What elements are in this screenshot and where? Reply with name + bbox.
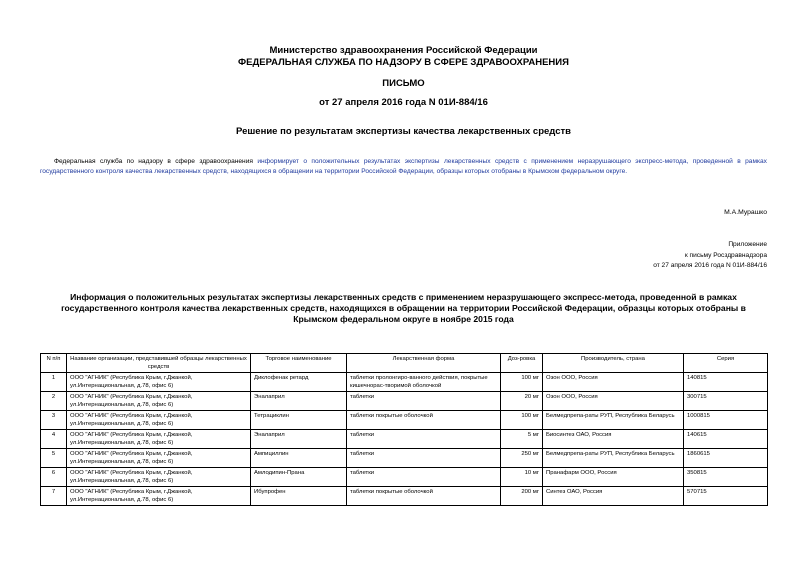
header-number: N п/п: [41, 354, 67, 373]
cell-dose: 100 мг: [501, 411, 543, 430]
cell-trade-name: Эналаприл: [251, 392, 347, 411]
cell-number: 3: [41, 411, 67, 430]
cell-manufacturer: Озон ООО, Россия: [543, 373, 684, 392]
table-row: [41, 487, 768, 506]
cell-dose: 10 мг: [501, 468, 543, 487]
cell-trade-name: Эналаприл: [251, 430, 347, 449]
cell-series: 1860615: [684, 449, 768, 468]
cell-trade-name: Ампициллин: [251, 449, 347, 468]
cell-dosage-form: таблетки покрытые оболочкой: [347, 487, 501, 506]
cell-number: 4: [41, 430, 67, 449]
cell-number: 2: [41, 392, 67, 411]
cell-organization: ООО "АГНИК" (Республика Крым, г.Джанкой, ул.Интернациональная, д.78, офис 6): [67, 411, 251, 430]
appendix-line-1: Приложение: [728, 241, 767, 248]
appendix-note: [653, 240, 767, 272]
header-series: Серия: [684, 354, 768, 373]
cell-manufacturer: Синтез ОАО, Россия: [543, 487, 684, 506]
cell-manufacturer: Белмедпрепа-раты РУП, Республика Беларусь: [543, 449, 684, 468]
table-row: [41, 373, 768, 392]
cell-organization: ООО "АГНИК" (Республика Крым, г.Джанкой, ул.Интернациональная, д.78, офис 6): [67, 487, 251, 506]
ministry-name: Министерство здравоохранения Российской Федерации: [269, 45, 538, 56]
header-trade-name: Торговое наименование: [251, 354, 347, 373]
header-organization: Название организации, представившей образцы лекарственных средств: [67, 354, 251, 373]
results-table: [40, 353, 768, 506]
cell-dosage-form: таблетки: [347, 392, 501, 411]
cell-series: 1000815: [684, 411, 768, 430]
table-row: [41, 449, 768, 468]
header-dose: Доз-ровка: [501, 354, 543, 373]
cell-dose: 200 мг: [501, 487, 543, 506]
appendix-line-2: к письму Росздравнадзора: [684, 251, 767, 259]
doc-date-number: от 27 апреля 2016 года N 01И-884/16: [319, 97, 488, 108]
cell-manufacturer: Озон ООО, Россия: [543, 392, 684, 411]
cell-manufacturer: Пранафарм ООО, Россия: [543, 468, 684, 487]
cell-dosage-form: таблетки: [347, 430, 501, 449]
appendix-line-3: от 27 апреля 2016 года N 01И-884/16: [653, 262, 767, 269]
cell-number: 1: [41, 373, 67, 392]
cell-dosage-form: таблетки: [347, 468, 501, 487]
table-row: [41, 468, 768, 487]
service-name: ФЕДЕРАЛЬНАЯ СЛУЖБА ПО НАДЗОРУ В СФЕРЕ ЗДРАВООХРАНЕНИЯ: [238, 57, 569, 68]
cell-series: 140615: [684, 430, 768, 449]
signature: М.А.Мурашко: [724, 209, 767, 216]
header-dosage-form: Лекарственная форма: [347, 354, 501, 373]
intro-lead: Федеральная служба по надзору в сфере здравоохранения: [54, 158, 253, 165]
cell-dosage-form: таблетки: [347, 449, 501, 468]
cell-number: 7: [41, 487, 67, 506]
table-title: Информация о положительных результатах экспертизы лекарственных средств с применением неразрушающего экспресс-метода, проведенной в рамках государственного контроля качества лекарственных средств, находящихся в обращении на территории Российской Федерации, образцы которых отобраны в Крымском федеральном округе в ноябре 2015 года: [61, 292, 746, 324]
cell-trade-name: Диклофенак ретард: [251, 373, 347, 392]
table-row: [41, 411, 768, 430]
cell-organization: ООО "АГНИК" (Республика Крым, г.Джанкой, ул.Интернациональная, д.78, офис 6): [67, 373, 251, 392]
cell-series: 350815: [684, 468, 768, 487]
table-header-row: [41, 354, 768, 373]
cell-organization: ООО "АГНИК" (Республика Крым, г.Джанкой, ул.Интернациональная, д.78, офис 6): [67, 430, 251, 449]
cell-organization: ООО "АГНИК" (Республика Крым, г.Джанкой, ул.Интернациональная, д.78, офис 6): [67, 392, 251, 411]
cell-number: 5: [41, 449, 67, 468]
intro-link[interactable]: информирует о положительных результатах экспертизы лекарственных средств с применением неразрушающего экспресс-метода, проведенной в рамках государственного контроля качества лекарственных средств, находящихся в обращении на территории Российской Федерации, образцы которых отобраны в Крымском федеральном округе.: [40, 158, 767, 175]
cell-manufacturer: Белмедпрепа-раты РУП, Республика Беларусь: [543, 411, 684, 430]
intro-paragraph: [40, 157, 767, 177]
cell-trade-name: Ибупрофен: [251, 487, 347, 506]
cell-dose: 20 мг: [501, 392, 543, 411]
table-row: [41, 430, 768, 449]
cell-number: 6: [41, 468, 67, 487]
cell-organization: ООО "АГНИК" (Республика Крым, г.Джанкой, ул.Интернациональная, д.78, офис 6): [67, 449, 251, 468]
cell-organization: ООО "АГНИК" (Республика Крым, г.Джанкой, ул.Интернациональная, д.78, офис 6): [67, 468, 251, 487]
header-manufacturer: Производитель, страна: [543, 354, 684, 373]
cell-manufacturer: Биосинтез ОАО, Россия: [543, 430, 684, 449]
cell-dosage-form: таблетки покрытые оболочкой: [347, 411, 501, 430]
doc-subject: Решение по результатам экспертизы качества лекарственных средств: [236, 126, 571, 137]
cell-dose: 250 мг: [501, 449, 543, 468]
cell-trade-name: Тетрациклин: [251, 411, 347, 430]
cell-series: 570715: [684, 487, 768, 506]
table-row: [41, 392, 768, 411]
cell-dosage-form: таблетки пролонгиро-ванного действия, покрытые кишечнорас-творимой оболочкой: [347, 373, 501, 392]
cell-series: 140815: [684, 373, 768, 392]
cell-series: 300715: [684, 392, 768, 411]
doc-type: ПИСЬМО: [382, 78, 425, 89]
cell-dose: 100 мг: [501, 373, 543, 392]
cell-dose: 5 мг: [501, 430, 543, 449]
cell-trade-name: Амлодипин-Прана: [251, 468, 347, 487]
